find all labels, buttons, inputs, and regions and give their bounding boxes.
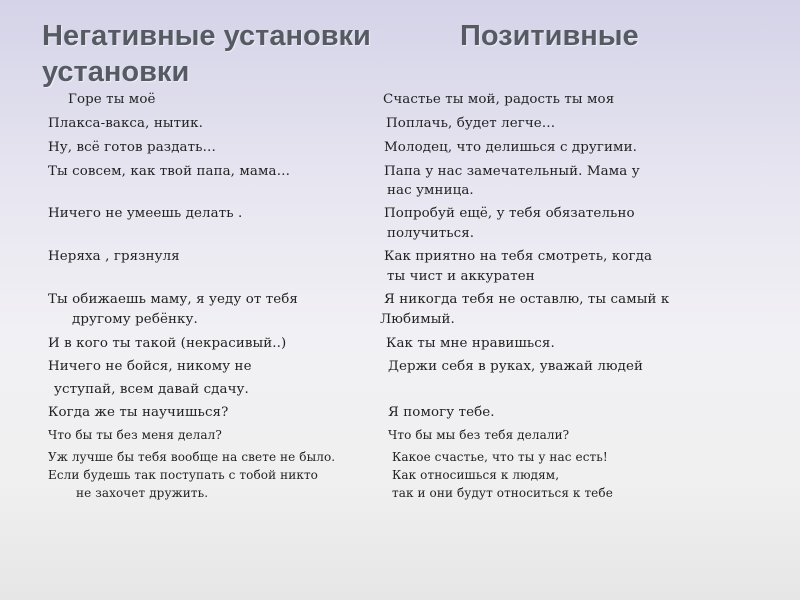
positive-line: нас умница.	[387, 183, 474, 198]
positive-line: Как ты мне нравишься.	[386, 336, 555, 351]
positive-line: Я помогу тебе.	[388, 405, 495, 420]
negative-line: Ничего не умеешь делать .	[48, 206, 243, 221]
negative-line: не захочет дружить.	[76, 486, 209, 500]
negative-line: другому ребёнку.	[72, 312, 198, 327]
positive-line: Держи себя в руках, уважай людей	[388, 359, 644, 374]
positive-line: Любимый.	[380, 312, 455, 327]
negative-line: Если будешь так поступать с тобой никто	[48, 468, 319, 482]
negative-line: Горе ты моё	[68, 92, 156, 107]
title-negative: Негативные установки	[42, 20, 371, 52]
positive-line: Что бы мы без тебя делали?	[388, 428, 570, 442]
positive-line: Папа у нас замечательный. Мама у	[384, 164, 640, 179]
negative-line: Ну, всё готов раздать…	[48, 140, 217, 155]
positive-line: ты чист и аккуратен	[387, 269, 535, 284]
positive-line: Какое счастье, что ты у нас есть!	[392, 450, 608, 464]
negative-line: уступай, всем давай сдачу.	[54, 382, 249, 397]
negative-line: Плакса-вакса, нытик.	[48, 116, 203, 131]
negative-line: Когда же ты научишься?	[48, 405, 229, 420]
positive-line: Счастье ты мой, радость ты моя	[383, 92, 615, 107]
positive-line: Я никогда тебя не оставлю, ты самый к	[384, 292, 670, 307]
negative-line: И в кого ты такой (некрасивый..)	[48, 336, 287, 351]
positive-line: Как относишься к людям,	[392, 468, 560, 482]
negative-line: Что бы ты без меня делал?	[48, 428, 222, 442]
title-positive: Позитивные	[460, 20, 639, 52]
negative-line: Ничего не бойся, никому не	[48, 359, 252, 374]
negative-line: Ты совсем, как твой папа, мама…	[48, 164, 291, 179]
slide-title	[42, 18, 782, 90]
positive-line: Поплачь, будет легче…	[386, 116, 556, 131]
positive-line: Попробуй ещё, у тебя обязательно	[384, 206, 635, 221]
negative-line: Ты обижаешь маму, я уеду от тебя	[48, 292, 298, 307]
negative-line: Уж лучше бы тебя вообще на свете не было.	[48, 450, 336, 464]
positive-line: получиться.	[387, 226, 475, 241]
title-continuation: установки	[42, 56, 190, 88]
positive-line: Как приятно на тебя смотреть, когда	[384, 249, 653, 264]
negative-line: Неряха , грязнуля	[48, 249, 180, 264]
positive-line: Молодец, что делишься с другими.	[384, 140, 637, 155]
positive-line: так и они будут относиться к тебе	[392, 486, 613, 500]
